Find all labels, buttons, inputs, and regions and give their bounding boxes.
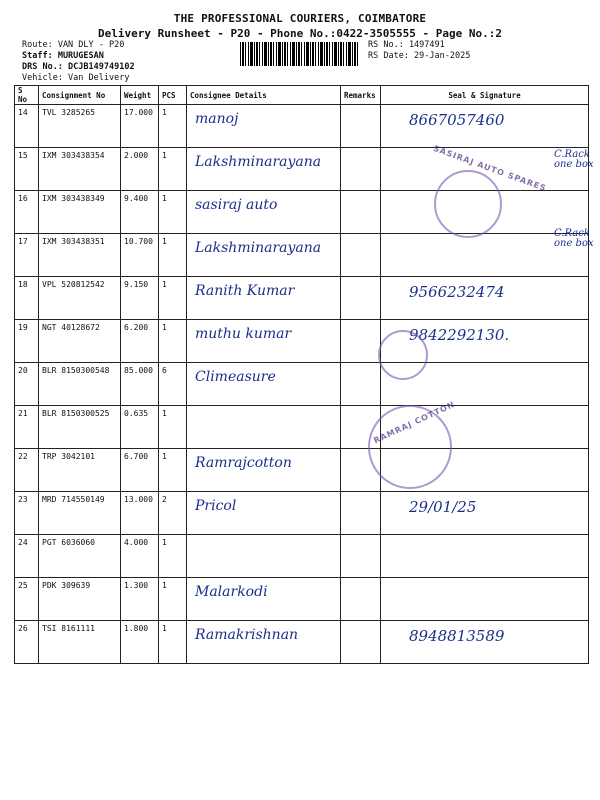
cell-weight: 2.000	[121, 148, 159, 191]
seal-stamp-19	[378, 330, 428, 380]
cell-consignment: BLR 8150300548	[39, 363, 121, 406]
cell-details	[187, 363, 341, 406]
cell-details	[187, 449, 341, 492]
signature-handwriting: 9566232474	[409, 283, 505, 301]
cell-pcs: 1	[159, 191, 187, 234]
cell-sno: 15	[15, 148, 39, 191]
cell-seal	[381, 621, 589, 664]
cell-weight: 1.800	[121, 621, 159, 664]
cell-weight: 10.700	[121, 234, 159, 277]
cell-sno: 22	[15, 449, 39, 492]
cell-weight: 9.150	[121, 277, 159, 320]
cell-consignment: MRD 714550149	[39, 492, 121, 535]
consignee-handwriting: Climeasure	[195, 369, 276, 385]
cell-pcs: 1	[159, 621, 187, 664]
cell-consignment: TRP 3042101	[39, 449, 121, 492]
cell-remarks	[341, 492, 381, 535]
table-row	[15, 406, 589, 449]
header-right-meta	[368, 40, 470, 62]
cell-pcs: 1	[159, 148, 187, 191]
cell-remarks	[341, 234, 381, 277]
ramraj-stamp-text: RAMRAJ COTTON	[372, 399, 457, 446]
consignee-handwriting: Ramrajcotton	[195, 455, 292, 471]
cell-weight: 9.400	[121, 191, 159, 234]
cell-sno: 26	[15, 621, 39, 664]
col-header-sno: S No	[15, 86, 39, 105]
col-header-consignment: Consignment No	[39, 86, 121, 105]
consignee-handwriting: sasiraj auto	[195, 197, 278, 213]
cell-consignment: NGT 40128672	[39, 320, 121, 363]
cell-details	[187, 535, 341, 578]
cell-details	[187, 492, 341, 535]
cell-pcs: 1	[159, 320, 187, 363]
cell-weight: 13.000	[121, 492, 159, 535]
staff-text: Staff: MURUGESAN	[22, 51, 104, 61]
cell-seal	[381, 277, 589, 320]
cell-consignment: PGT 6036060	[39, 535, 121, 578]
table-row	[15, 234, 589, 277]
cell-weight: 1.300	[121, 578, 159, 621]
consignee-handwriting: Pricol	[195, 498, 237, 514]
table-header-row	[15, 86, 589, 105]
ramraj-stamp	[368, 405, 452, 489]
cell-consignment: PDK 309639	[39, 578, 121, 621]
cell-sno: 18	[15, 277, 39, 320]
cell-weight: 85.000	[121, 363, 159, 406]
signature-handwriting: 9842292130.	[409, 326, 510, 344]
cell-seal	[381, 578, 589, 621]
cell-pcs: 1	[159, 105, 187, 148]
table-row	[15, 320, 589, 363]
cell-pcs: 1	[159, 449, 187, 492]
cell-remarks	[341, 148, 381, 191]
cell-remarks	[341, 578, 381, 621]
cell-sno: 14	[15, 105, 39, 148]
consignee-handwriting: Ranith Kumar	[195, 283, 295, 299]
cell-pcs: 2	[159, 492, 187, 535]
cell-pcs: 1	[159, 406, 187, 449]
table-row	[15, 363, 589, 406]
margin-note-17: C.Rack one box	[554, 228, 594, 249]
sasiraj-stamp	[434, 170, 502, 238]
signature-handwriting: 29/01/25	[409, 498, 477, 516]
rs-date-text: RS Date: 29-Jan-2025	[368, 51, 471, 61]
table-row	[15, 535, 589, 578]
cell-consignment: VPL 520812542	[39, 277, 121, 320]
cell-remarks	[341, 320, 381, 363]
cell-sno: 25	[15, 578, 39, 621]
sasiraj-stamp-text: SASIRAJ AUTO SPARES	[432, 143, 548, 194]
table-row	[15, 621, 589, 664]
cell-weight: 0.635	[121, 406, 159, 449]
cell-details	[187, 191, 341, 234]
cell-details	[187, 234, 341, 277]
cell-consignment: BLR 8150300525	[39, 406, 121, 449]
table-row	[15, 277, 589, 320]
cell-sno: 19	[15, 320, 39, 363]
col-header-weight: Weight	[121, 86, 159, 105]
cell-weight: 6.200	[121, 320, 159, 363]
consignee-handwriting: Lakshminarayana	[195, 154, 322, 170]
cell-weight: 4.000	[121, 535, 159, 578]
header-left-meta	[22, 40, 135, 84]
cell-consignment: TSI 8161111	[39, 621, 121, 664]
cell-seal	[381, 492, 589, 535]
table-row	[15, 449, 589, 492]
cell-consignment: IXM 303438351	[39, 234, 121, 277]
cell-remarks	[341, 363, 381, 406]
col-header-remarks: Remarks	[341, 86, 381, 105]
cell-pcs: 1	[159, 578, 187, 621]
cell-remarks	[341, 621, 381, 664]
barcode	[240, 42, 360, 66]
vehicle-text: Vehicle: Van Delivery	[22, 73, 130, 83]
cell-consignment: IXM 303438349	[39, 191, 121, 234]
cell-seal	[381, 105, 589, 148]
rs-no-text: RS No.: 1497491	[368, 40, 445, 50]
table-body	[15, 105, 589, 664]
route-text: Route: VAN DLY - P20	[22, 40, 125, 50]
consignee-handwriting: Malarkodi	[195, 584, 268, 600]
cell-details	[187, 277, 341, 320]
cell-seal	[381, 535, 589, 578]
table-row	[15, 105, 589, 148]
cell-sno: 23	[15, 492, 39, 535]
table-row	[15, 191, 589, 234]
cell-details	[187, 148, 341, 191]
cell-consignment: TVL 3285265	[39, 105, 121, 148]
drs-no-text: DRS No.: DCJB149749102	[22, 62, 135, 72]
runsheet-subtitle: Delivery Runsheet - P20 - Phone No.:0422-3505555 - Page No.:2	[98, 27, 502, 40]
consignee-handwriting: Lakshminarayana	[195, 240, 322, 256]
cell-pcs: 1	[159, 234, 187, 277]
consignee-handwriting: manoj	[195, 111, 239, 127]
cell-pcs: 1	[159, 535, 187, 578]
table-row	[15, 492, 589, 535]
col-header-pcs: PCS	[159, 86, 187, 105]
cell-remarks	[341, 277, 381, 320]
consignee-handwriting: muthu kumar	[195, 326, 292, 342]
cell-remarks	[341, 105, 381, 148]
cell-sno: 24	[15, 535, 39, 578]
cell-remarks	[341, 191, 381, 234]
cell-details	[187, 406, 341, 449]
margin-note-15: C.Rack one box	[554, 149, 594, 170]
company-title: THE PROFESSIONAL COURIERS, COIMBATORE	[173, 12, 427, 25]
cell-sno: 16	[15, 191, 39, 234]
cell-sno: 17	[15, 234, 39, 277]
cell-weight: 6.700	[121, 449, 159, 492]
col-header-details: Consignee Details	[187, 86, 341, 105]
table-row	[15, 578, 589, 621]
cell-remarks	[341, 535, 381, 578]
col-header-seal: Seal & Signature	[381, 86, 589, 105]
cell-details	[187, 320, 341, 363]
cell-pcs: 1	[159, 277, 187, 320]
cell-weight: 17.000	[121, 105, 159, 148]
cell-details	[187, 578, 341, 621]
cell-sno: 20	[15, 363, 39, 406]
cell-details	[187, 621, 341, 664]
cell-consignment: IXM 303438354	[39, 148, 121, 191]
cell-details	[187, 105, 341, 148]
signature-handwriting: 8667057460	[409, 111, 505, 129]
cell-pcs: 6	[159, 363, 187, 406]
consignee-handwriting: Ramakrishnan	[195, 627, 299, 643]
cell-sno: 21	[15, 406, 39, 449]
signature-handwriting: 8948813589	[409, 627, 505, 645]
